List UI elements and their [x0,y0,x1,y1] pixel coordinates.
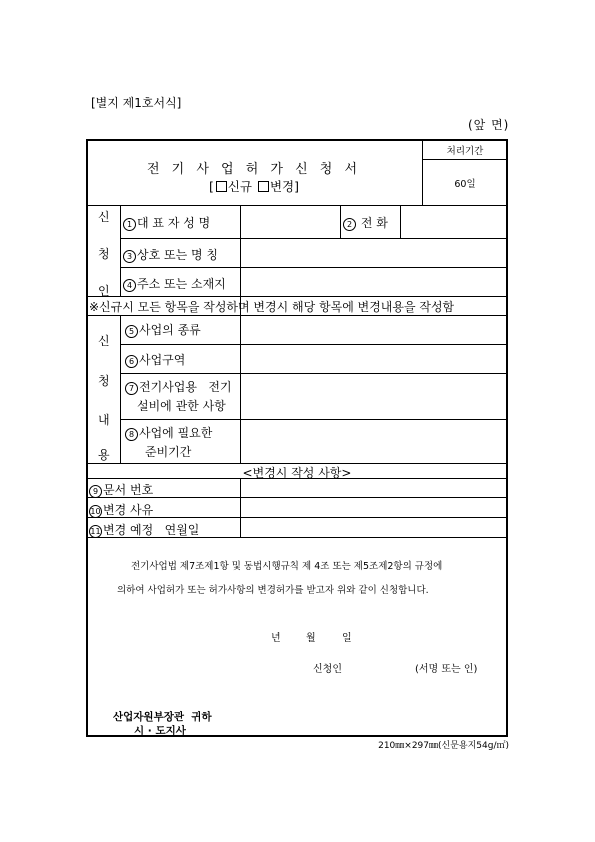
signature-note: (서명 또는 인) [415,664,478,675]
statement-line-1: 전기사업법 제7조제1항 및 동법시행규칙 제 4조 또는 제5조제2항의 규정에 [131,561,443,572]
facilities-label-line2: 설비에 관한 사항 [137,399,226,413]
item-number-badge: 1 [123,218,136,231]
company-name-label: 3 상호 또는 명 칭 [123,246,218,263]
business-type-field[interactable] [241,316,507,343]
item-number-badge: 6 [125,355,138,368]
date-year-label: 년 [271,633,281,644]
business-area-field[interactable] [241,345,507,372]
contents-side-char: 용 [98,448,110,462]
contents-side-char: 내 [98,413,110,427]
item-number-badge: 9 [89,485,102,498]
applicant-side-char: 인 [98,284,110,298]
recipient-line-1: 산업자원부장관 귀하 [113,711,212,723]
contents-side-char: 청 [98,374,110,388]
company-name-field[interactable] [241,239,507,266]
processing-header-divider [422,159,508,160]
applicant-side-char: 청 [98,247,110,261]
date-month-label: 월 [306,633,316,644]
doc-number-label: 9 문서 번호 [89,481,153,498]
change-section-header: <변경시 작성 사항> [242,466,352,480]
phone-divider [340,205,341,238]
prep-period-label-line2: 준비기간 [145,445,192,459]
address-field[interactable] [241,268,507,295]
change-date-field[interactable] [241,518,507,536]
contents-side-char: 신 [98,334,110,348]
paper-size-note: 210㎜×297㎜(신문용지54g/㎡) [378,741,509,751]
change-date-label: 11 변경 예정 연월일 [90,523,200,537]
change-reason-field[interactable] [241,498,507,516]
rep-name-field[interactable] [241,206,339,237]
applicant-side-char: 신 [98,210,110,224]
item-number-badge: 10 [90,507,101,516]
notice-text: ※신규시 모든 항목을 작성하며 변경시 해당 항목에 변경내용을 작성함 [89,300,455,314]
form-title: 전 기 사 업 허 가 신 청 서 [146,162,362,177]
row-divider [86,296,508,297]
side-label-divider [120,205,121,296]
date-day-label: 일 [342,633,352,644]
signature-label: 신청인 [313,664,342,675]
phone-field[interactable] [401,206,507,237]
processing-period-value: 60일 [454,179,476,190]
item-number-badge: 5 [125,325,138,338]
change-checkbox[interactable] [258,181,269,192]
item-number-badge: 2 [343,218,356,231]
processing-period-header: 처리기간 [446,146,484,157]
business-area-label: 6 사업구역 [125,351,185,368]
phone-label: 2 전 화 [343,214,388,231]
prep-period-label: 8 사업에 필요한 [125,424,212,441]
facilities-label: 7 전기사업용 전기 [125,378,232,395]
recipient-line-2: 시 · 도지사 [134,725,186,737]
form-subtitle: [ 신규 변경] [208,179,300,194]
statement-line-2: 의하여 사업허가 또는 허가사항의 변경허가를 받고자 위와 같이 신청합니다. [117,585,429,596]
business-type-label: 5 사업의 종류 [125,321,201,338]
address-label: 4 주소 또는 소재지 [123,275,226,292]
signature-field[interactable] [345,655,411,675]
form-number-label: [별지 제1호서식] [91,96,182,110]
item-number-badge: 11 [90,527,101,536]
change-reason-label: 10 변경 사유 [90,503,154,517]
item-number-badge: 4 [123,279,136,292]
facilities-field[interactable] [241,374,507,418]
side-label-divider [120,315,121,463]
doc-number-field[interactable] [241,479,507,496]
item-number-badge: 3 [123,250,136,263]
item-number-badge: 7 [125,382,138,395]
rep-name-label: 1 대 표 자 성 명 [123,214,210,231]
item-number-badge: 8 [125,428,138,441]
page-side-label: (앞 면) [468,118,510,132]
prep-period-field[interactable] [241,420,507,462]
new-checkbox[interactable] [216,181,227,192]
